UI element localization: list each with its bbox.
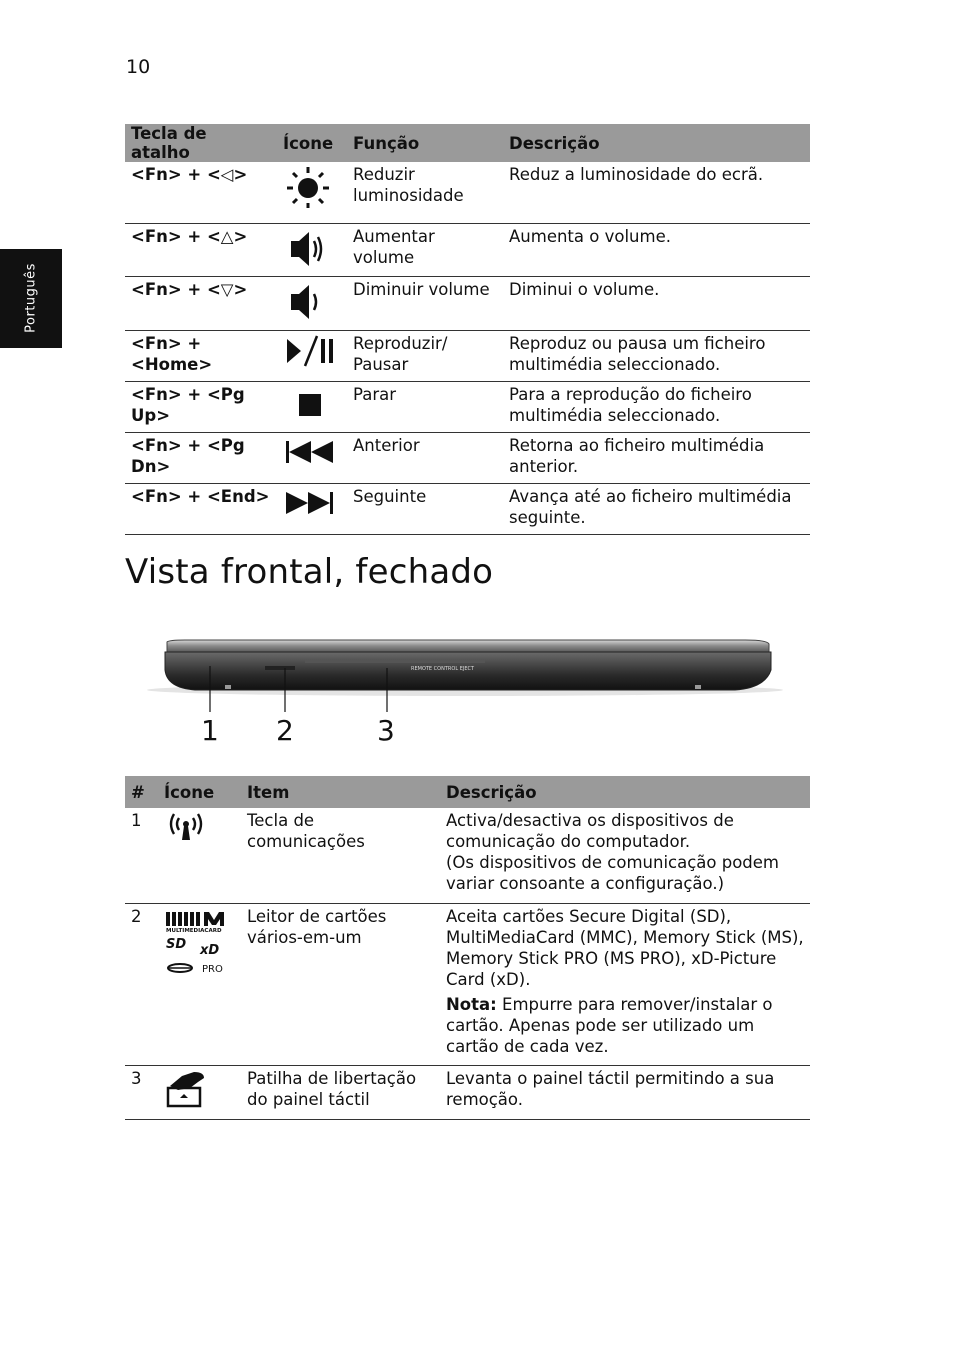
stop-icon: [277, 381, 347, 432]
items-table: [125, 776, 810, 1120]
table-row: [125, 223, 810, 276]
callout-1: 1: [201, 714, 219, 747]
description-line: Activa/desactiva os dispositivos de comunicação do computador.: [446, 811, 734, 851]
header-description: Descrição: [440, 776, 810, 808]
hotkey-table: [125, 124, 810, 535]
function: Parar: [347, 381, 503, 432]
hotkey: <Fn> + <▽>: [125, 276, 277, 330]
item-name: Patilha de libertação do painel táctil: [241, 1065, 440, 1119]
header-function: Função: [347, 124, 503, 162]
function: Seguinte: [347, 483, 503, 534]
wireless-communication-icon: [158, 808, 241, 903]
description: Reproduz ou pausa um ficheiro multimédia seleccionado.: [503, 330, 810, 381]
description: Avança até ao ficheiro multimédia seguinte.: [503, 483, 810, 534]
language-tab: [0, 249, 62, 348]
page-number: 10: [126, 56, 151, 78]
table-row: [125, 432, 810, 483]
play-pause-icon: [277, 330, 347, 381]
description: Reduz a luminosidade do ecrã.: [503, 162, 810, 223]
description: Para a reprodução do ficheiro multimédia seleccionado.: [503, 381, 810, 432]
description-line: (Os dispositivos de comunicação podem variar consoante a configuração.): [446, 853, 780, 893]
hotkey: <Fn> + <△>: [125, 223, 277, 276]
card-label-mmc: MULTIMEDIACARD: [166, 927, 222, 934]
previous-track-icon: [277, 432, 347, 483]
section-title: Vista frontal, fechado: [125, 552, 494, 592]
card-label-pro: PRO: [202, 963, 223, 975]
table-row: [125, 1065, 810, 1119]
touchpad-release-icon: [158, 1065, 241, 1119]
item-name: Tecla de comunicações: [241, 808, 440, 903]
hotkey: <Fn> + <Pg Dn>: [125, 432, 277, 483]
description: [440, 903, 810, 1065]
header-icon: Ícone: [277, 124, 347, 162]
hotkey: <Fn> + <Pg Up>: [125, 381, 277, 432]
item-name: Leitor de cartões vários-em-um: [241, 903, 440, 1065]
description: Retorna ao ficheiro multimédia anterior.: [503, 432, 810, 483]
description: [440, 1065, 810, 1119]
function: Reduzir luminosidade: [347, 162, 503, 223]
card-label-xd: xD: [200, 942, 220, 958]
next-track-icon: [277, 483, 347, 534]
callout-3: 3: [377, 714, 395, 747]
table-row: [125, 483, 810, 534]
table-row: [125, 162, 810, 223]
note-label: Nota:: [446, 994, 497, 1014]
description: Diminui o volume.: [503, 276, 810, 330]
row-number: 3: [125, 1065, 158, 1119]
table-row: [125, 903, 810, 1065]
hotkey: <Fn> + <Home>: [125, 330, 277, 381]
function: Anterior: [347, 432, 503, 483]
description-line: Levanta o painel táctil permitindo a sua remoção.: [446, 1068, 775, 1109]
header-description: Descrição: [503, 124, 810, 162]
header-number: #: [125, 776, 158, 808]
function: Aumentar volume: [347, 223, 503, 276]
hotkey: <Fn> + <End>: [125, 483, 277, 534]
volume-up-icon: [277, 223, 347, 276]
table-row: [125, 330, 810, 381]
header-item: Item: [241, 776, 440, 808]
callout-2: 2: [276, 714, 294, 747]
function: Diminuir volume: [347, 276, 503, 330]
language-tab-label: Português: [23, 263, 39, 333]
laptop-front-view: [145, 630, 785, 750]
brightness-sun-icon: [277, 162, 347, 223]
description: [440, 808, 810, 903]
device-label: REMOTE CONTROL EJECT: [411, 666, 475, 672]
header-icon: Ícone: [158, 776, 241, 808]
row-number: 1: [125, 808, 158, 903]
header-hotkey: Tecla de atalho: [125, 124, 277, 162]
volume-down-icon: [277, 276, 347, 330]
hotkey: <Fn> + <◁>: [125, 162, 277, 223]
note: [446, 994, 804, 1057]
card-reader-icon: [158, 903, 241, 1065]
table-row: [125, 381, 810, 432]
function: Reproduzir/ Pausar: [347, 330, 503, 381]
card-label-sd: SD: [166, 936, 187, 952]
description-line: Aceita cartões Secure Digital (SD), MultiMediaCard (MMC), Memory Stick (MS), Memory Stick PRO (MS PRO), xD-Picture Card (xD).: [446, 906, 804, 989]
row-number: 2: [125, 903, 158, 1065]
note-text: Empurre para remover/instalar o cartão. Apenas pode ser utilizado um cartão de cada vez.: [446, 994, 773, 1056]
table-row: [125, 276, 810, 330]
description: Aumenta o volume.: [503, 223, 810, 276]
table-row: [125, 808, 810, 903]
